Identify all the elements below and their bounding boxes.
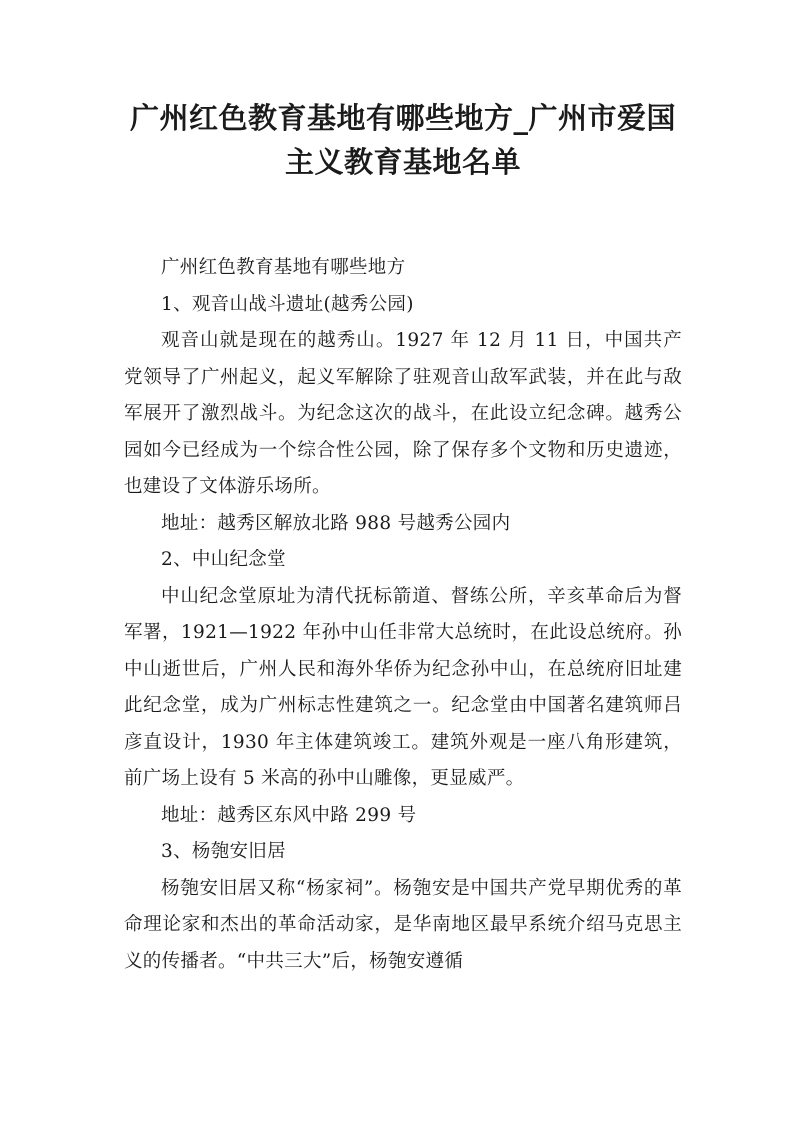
item-1-address: 地址：越秀区解放北路 988 号越秀公园内 [161,512,511,534]
item-heading-2: 2、中山纪念堂 [161,549,286,570]
item-2-address: 地址：越秀区东风中路 299 号 [161,804,417,826]
section-heading: 广州红色教育基地有哪些地方 [161,257,406,278]
document-body [124,250,682,980]
item-1-description: 观音山就是现在的越秀山。1927 年 12 月 11 日，中国共产党领导了广州起义，起义军解除了驻观音山敌军武装，并在此与敌军展开了激烈战斗。为纪念这次的战斗，在此设立纪念碑。越秀公园如今已经成为一个综合性公园，除了保存多个文物和历史遗迹，也建设了文体游乐场所。 [124,330,682,497]
item-heading-1: 1、观音山战斗遗址(越秀公园) [161,293,414,315]
item-heading-3: 3、杨匏安旧居 [161,841,286,862]
item-2-description: 中山纪念堂原址为清代抚标箭道、督练公所，辛亥革命后为督军署，1921—1922 年孙中山任非常大总统时，在此设总统府。孙中山逝世后，广州人民和海外华侨为纪念孙中山，在总统府旧址建此纪念堂，成为广州标志性建筑之一。纪念堂由中国著名建筑师吕彦直设计，1930 年主体建筑竣工。建筑外观是一座八角形建筑，前广场上设有 5 米高的孙中山雕像，更显威严。 [124,585,682,789]
item-3-description: 杨匏安旧居又称“杨家祠”。杨匏安是中国共产党早期优秀的革命理论家和杰出的革命活动家，是华南地区最早系统介绍马克思主义的传播者。“中共三大”后，杨匏安遵循 [124,877,682,972]
document-title: 广州红色教育基地有哪些地方_广州市爱国主义教育基地名单 [129,101,676,179]
